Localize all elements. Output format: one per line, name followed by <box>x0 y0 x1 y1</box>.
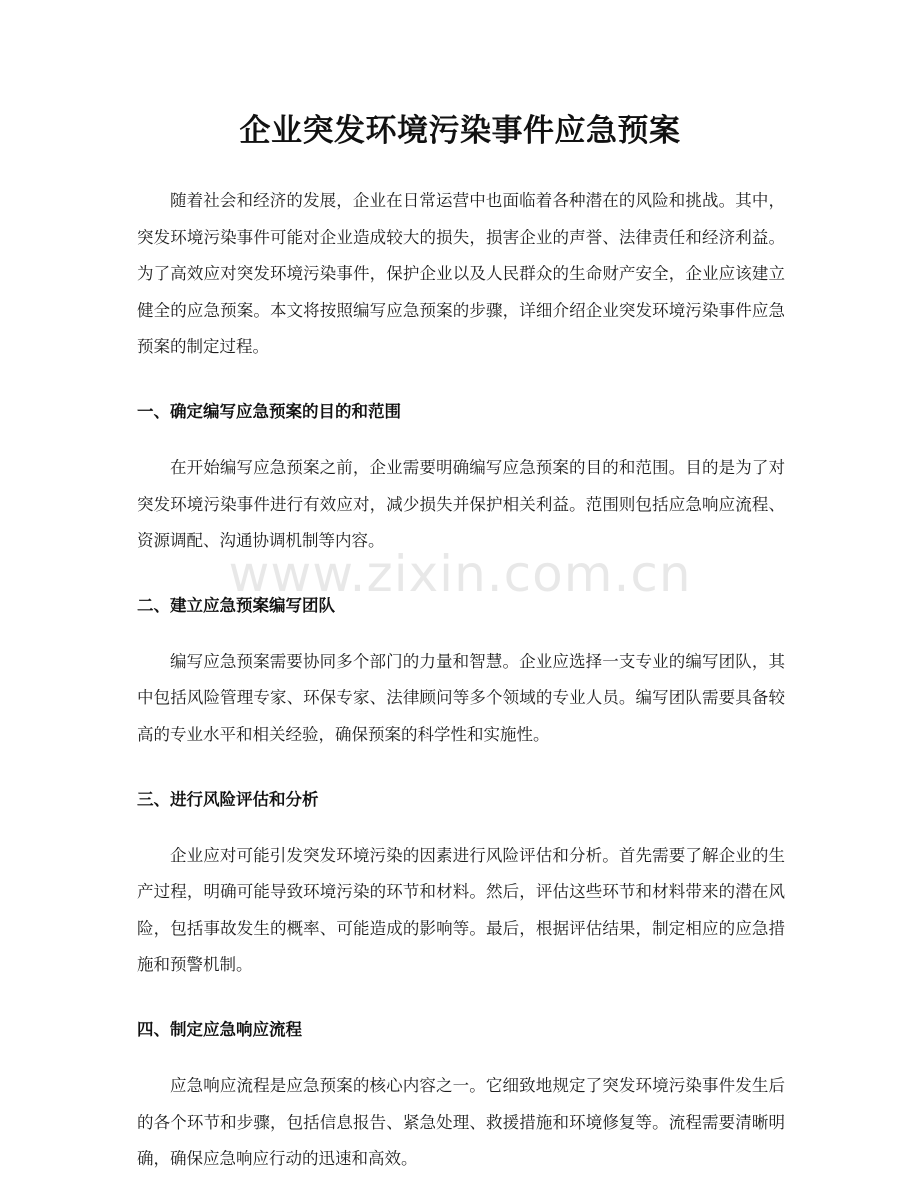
intro-paragraph: 随着社会和经济的发展，企业在日常运营中也面临着各种潜在的风险和挑战。其中，突发环境污染事件可能对企业造成较大的损失，损害企业的声誉、法律责任和经济利益。为了高效应对突发环境污染事件，保护企业以及人民群众的生命财产安全，企业应该建立健全的应急预案。本文将按照编写应急预案的步骤，详细介绍企业突发环境污染事件应急预案的制定过程。 <box>137 191 785 357</box>
document-body <box>137 183 785 1178</box>
section-body-1: 在开始编写应急预案之前，企业需要明确编写应急预案的目的和范围。目的是为了对突发环境污染事件进行有效应对，减少损失并保护相关利益。范围则包括应急响应流程、资源调配、沟通协调机制等内容。 <box>137 457 785 551</box>
section-body-3: 企业应对可能引发突发环境污染的因素进行风险评估和分析。首先需要了解企业的生产过程，明确可能导致环境污染的环节和材料。然后，评估这些环节和材料带来的潜在风险，包括事故发生的概率、可能造成的影响等。最后，根据评估结果，制定相应的应急措施和预警机制。 <box>137 845 785 975</box>
section-heading-4: 四、制定应急响应流程 <box>137 1019 302 1039</box>
section-heading-3: 三、进行风险评估和分析 <box>137 789 319 809</box>
document-title: 企业突发环境污染事件应急预案 <box>239 113 681 149</box>
section-heading-2: 二、建立应急预案编写团队 <box>137 595 335 615</box>
section-body-2: 编写应急预案需要协同多个部门的力量和智慧。企业应选择一支专业的编写团队，其中包括风险管理专家、环保专家、法律顾问等多个领域的专业人员。编写团队需要具备较高的专业水平和相关经验，确保预案的科学性和实施性。 <box>137 651 785 744</box>
section-body-4: 应急响应流程是应急预案的核心内容之一。它细致地规定了突发环境污染事件发生后的各个环节和步骤，包括信息报告、紧急处理、救援措施和环境修复等。流程需要清晰明确，确保应急响应行动的迅速和高效。 <box>137 1075 785 1169</box>
watermark-text: www.zixin.com.cn <box>228 545 692 603</box>
section-heading-1: 一、确定编写应急预案的目的和范围 <box>137 401 401 421</box>
